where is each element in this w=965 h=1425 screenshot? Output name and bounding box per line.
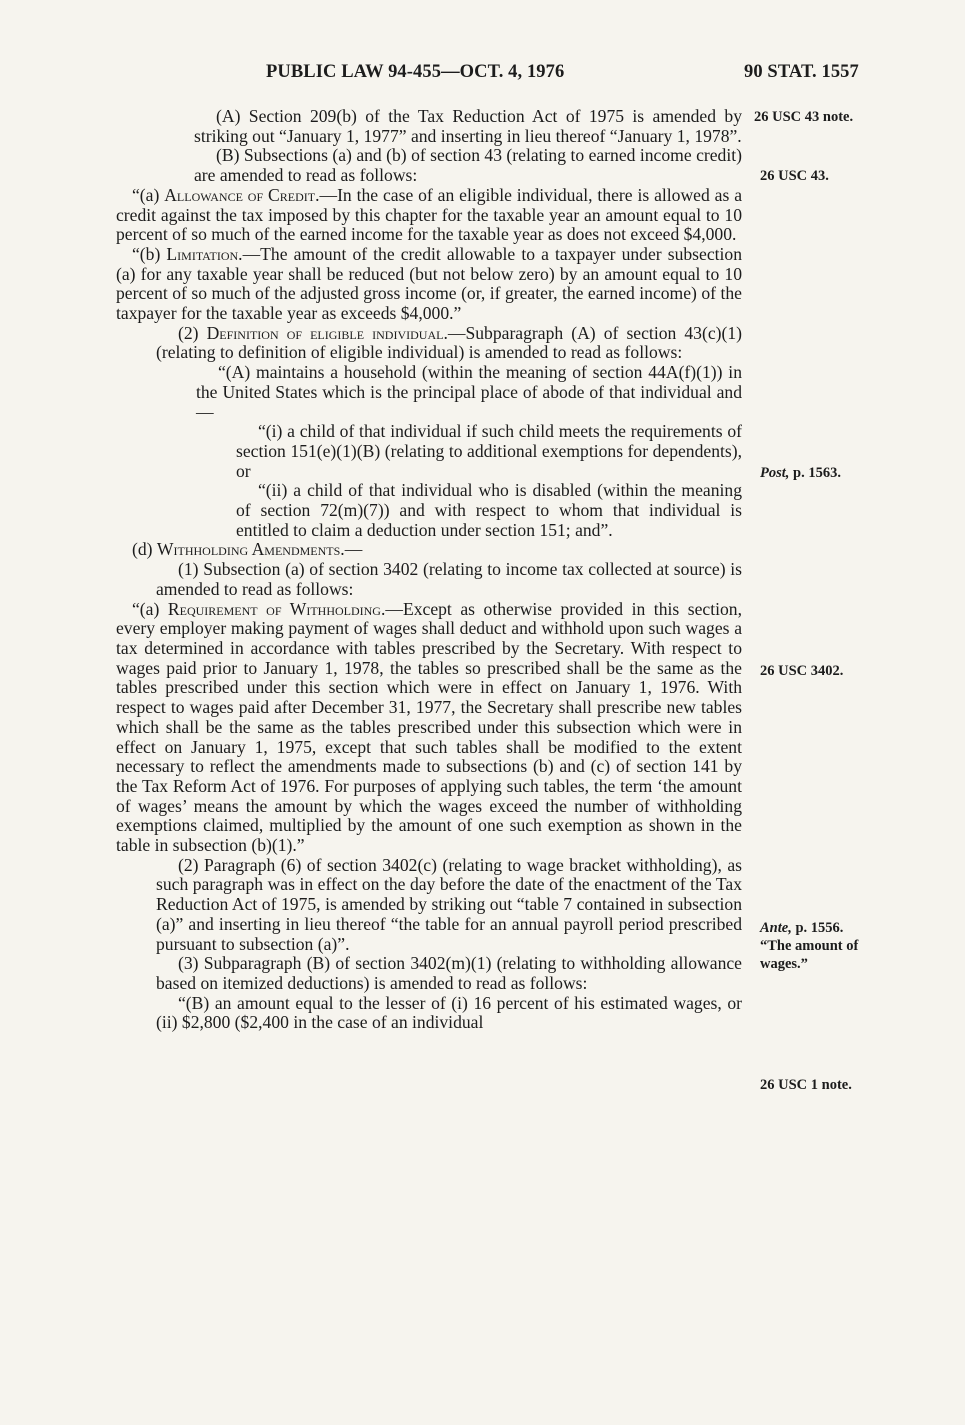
paragraph-b-subsections: (B) Subsections (a) and (b) of section 43 (relating to earned income credit) are amended to read as follows: (194, 145, 742, 186)
paragraph-subparagraph-b: (3) Subparagraph (B) of section 3402(m)(1) (relating to withholding allowance based on itemized deductions) is amended to read as follows: (156, 953, 742, 993)
margin-note-post-1563: Post, p. 1563. (760, 465, 841, 481)
paragraph-clause-ii: “(ii) a child of that individual who is disabled (within the meaning of section 72(m)(7)) and with respect to whom that individual is entitled to claim a deduction under section 151; and”. (236, 480, 742, 540)
paragraph-allowance-of-credit: “(a) Allowance of Credit.—In the case of an eligible individual, there is allowed as a credit against the tax imposed by this chapter for the taxable year an amount equal to 10 percent of so much of the earned income for the taxable year as does not exceed $4,000. (116, 184, 743, 245)
paragraph-maintains-household: “(A) maintains a household (within the meaning of section 44A(f)(1)) in the United States which is the principal place of abode of that individual and— (196, 362, 742, 422)
margin-note-ante-1556: Ante, p. 1556. (760, 920, 844, 936)
paragraph-a-section-209: (A) Section 209(b) of the Tax Reduction Act of 1975 is amended by striking out “January 1, 1977” and inserting in lieu thereof “January 1, 1978”. (194, 106, 742, 146)
margin-note-amount-of-wages: “The amount of wages.” (760, 938, 859, 972)
paragraph-limitation: “(b) Limitation.—The amount of the credit allowable to a taxpayer under subsection (a) for any taxable year shall be reduced (but not below zero) by an amount equal to 10 percent of so much of the adjusted gross income (or, if greater, the earned income) of the taxpayer for the taxable year as exceeds $4,000.” (116, 243, 742, 324)
paragraph-definition-eligible-individual: (2) Definition of eligible individual.—Subparagraph (A) of section 43(c)(1) (relating to definition of eligible individual) is amended to read as follows: (156, 322, 743, 363)
running-header-page: 90 STAT. 1557 (744, 62, 859, 82)
paragraph-requirement-of-withholding: “(a) Requirement of Withholding.—Except as otherwise provided in this section, every employer making payment of wages shall deduct and withhold upon such wages a tax determined in accordance with tables prescribed by the Secretary. With respect to wages paid prior to January 1, 1978, the tables so prescribed shall be the same as the tables prescribed under this section which were in effect on January 1, 1976. With respect to wages paid after December 31, 1977, the Secretary shall prescribe new tables which shall be the same as the tables prescribed under this subsection which were in effect on January 1, 1975, except that such tables shall be modified to the extent necessary to reflect the amendments made to subsections (b) and (c) of section 141 by the Tax Reform Act of 1976. For purposes of applying such tables, the term ‘the amount of wages’ means the amount by which the wages exceed the number of withholding exemptions claimed, multiplied by the amount of one such exemption as shown in the table in subsection (b)(1).” (116, 598, 743, 856)
paragraph-wage-bracket: (2) Paragraph (6) of section 3402(c) (relating to wage bracket withholding), as such paragraph was in effect on the day before the date of the enactment of the Tax Reduction Act of 1975, is amended by striking out “table 7 contained in subsection (a)” and inserting in lieu thereof “the table for an annual payroll period prescribed pursuant to subsection (a)”. (156, 854, 742, 954)
paragraph-subsection-3402: (1) Subsection (a) of section 3402 (relating to income tax collected at source) is amended to read as follows: (156, 559, 742, 599)
paragraph-clause-i: “(i) a child of that individual if such child meets the requirements of section 151(e)(1)(B) (relating to additional exemptions for dependents), or (236, 421, 742, 481)
paragraph-lesser-amount: “(B) an amount equal to the lesser of (i) 16 percent of his estimated wages, or (ii) $2,800 ($2,400 in the case of an individual (156, 992, 742, 1033)
margin-note-26usc43: 26 USC 43. (760, 168, 829, 184)
paragraph-withholding-amendments: (d) Withholding Amendments.— (132, 539, 363, 560)
margin-note-26usc43-note: 26 USC 43 note. (754, 109, 854, 125)
running-header-title: PUBLIC LAW 94-455—OCT. 4, 1976 (266, 62, 565, 82)
margin-note-26usc3402: 26 USC 3402. (760, 663, 844, 679)
statute-body (116, 107, 742, 1033)
margin-note-26usc1-note: 26 USC 1 note. (760, 1077, 852, 1093)
